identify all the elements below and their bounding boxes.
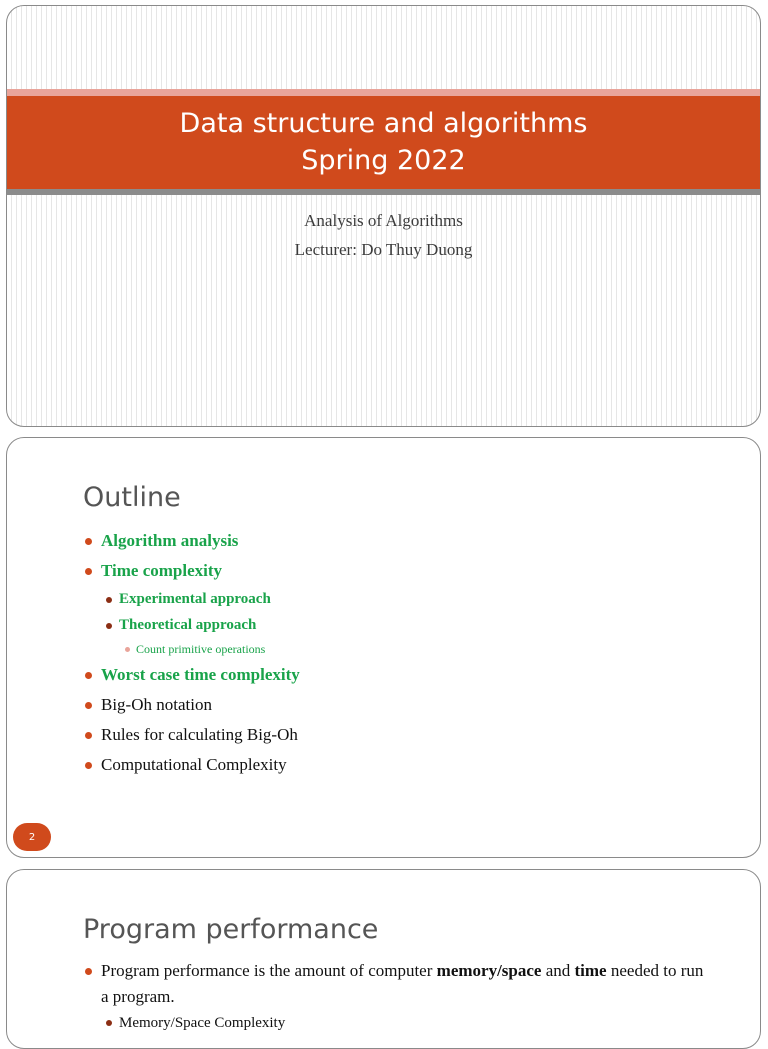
lecture-topic: Analysis of Algorithms: [304, 211, 463, 230]
definition-text: Program performance is the amount of computer: [101, 961, 437, 980]
title-band: [7, 96, 760, 191]
page-number-badge: 2: [13, 823, 51, 851]
slide-title: Outline: [83, 482, 181, 513]
sub-bullet: Memory/Space Complexity: [85, 1011, 285, 1035]
outline-list: [85, 526, 300, 780]
definition-emphasis: time: [574, 961, 607, 980]
list-item: Count primitive operations: [85, 638, 300, 660]
title-slide: [6, 5, 761, 427]
list-item: Worst case time complexity: [85, 660, 300, 690]
presentation-term: Spring 2022: [301, 145, 466, 176]
list-item: Experimental approach: [85, 586, 300, 612]
list-item: Theoretical approach: [85, 612, 300, 638]
list-item: Rules for calculating Big-Oh: [85, 720, 300, 750]
subtitle-block: [7, 206, 760, 264]
definition-emphasis: memory/space: [436, 961, 542, 980]
lecturer-name: Lecturer: Do Thuy Duong: [294, 240, 473, 259]
outline-slide: [6, 437, 761, 858]
list-item: Algorithm analysis: [85, 526, 300, 556]
definition-text: and: [541, 961, 575, 980]
title-band-top-stripe: [7, 89, 760, 96]
slide-title: Program performance: [83, 914, 379, 945]
definition-text: needed to run a program.: [101, 961, 704, 1006]
program-performance-slide: [6, 869, 761, 1049]
list-item: Computational Complexity: [85, 750, 300, 780]
performance-definition: [85, 958, 705, 1010]
list-item: Big-Oh notation: [85, 690, 300, 720]
title-band-bottom-stripe: [7, 189, 760, 195]
presentation-title: Data structure and algorithms: [179, 108, 588, 139]
list-item: Time complexity: [85, 556, 300, 586]
